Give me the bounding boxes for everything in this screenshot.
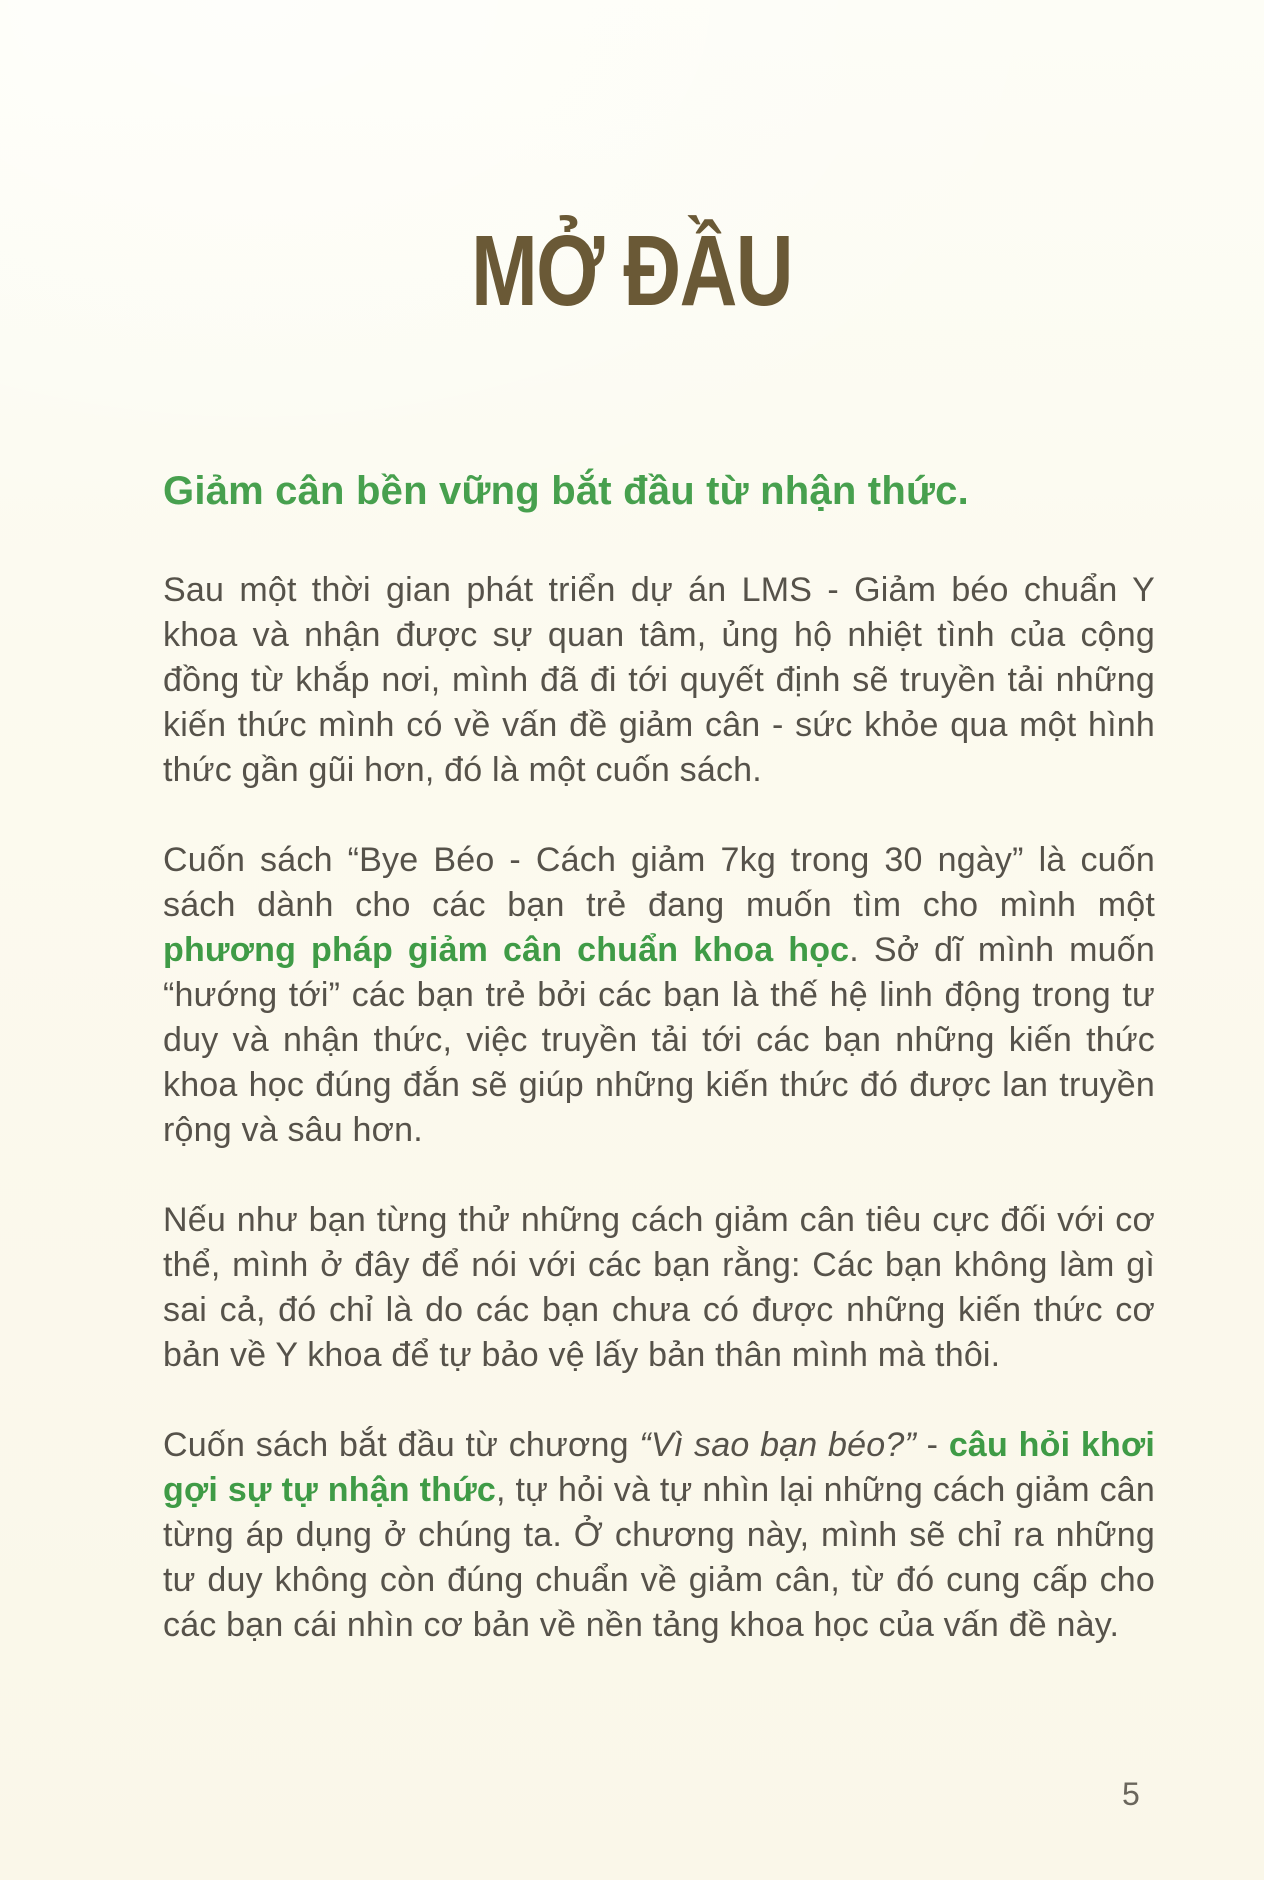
paragraph-text: - (916, 1426, 949, 1464)
paragraph-text: Cuốn sách bắt đầu từ chương (163, 1426, 640, 1464)
body-paragraph-1 (163, 568, 1155, 793)
paragraph-text: Nếu như bạn từng thử những cách giảm cân tiêu cực đối với cơ thể, mình ở đây để nói với các bạn rằng: Các bạn không làm gì sai cả, đó chỉ là do các bạn chưa có được những kiến thức cơ bản về Y khoa để tự bảo vệ lấy bản thân mình mà thôi. (163, 1201, 1155, 1374)
highlight-text: phương pháp giảm cân chuẩn khoa học (163, 931, 850, 969)
italic-chapter-reference: “Vì sao bạn béo?” (639, 1426, 917, 1464)
section-heading: Giảm cân bền vững bắt đầu từ nhận thức. (163, 469, 969, 513)
page-number: 5 (1122, 1776, 1140, 1812)
paragraph-text: Sau một thời gian phát triển dự án LMS - Giảm béo chuẩn Y khoa và nhận được sự quan tâm, ủng hộ nhiệt tình của cộng đồng từ khắp nơi, mình đã đi tới quyết định sẽ truyền tải những kiến thức mình có về vấn đề giảm cân - sức khỏe qua một hình thức gần gũi hơn, đó là một cuốn sách. (163, 571, 1155, 789)
body-paragraph-2 (163, 838, 1155, 1153)
body-paragraph-3 (163, 1198, 1155, 1378)
body-paragraph-4 (163, 1423, 1155, 1648)
paragraph-text: Cuốn sách “Bye Béo - Cách giảm 7kg trong 30 ngày” là cuốn sách dành cho các bạn trẻ đang muốn tìm cho mình một (163, 841, 1155, 924)
paragraph-text: . Sở dĩ mình muốn “hướng tới” các bạn trẻ bởi các bạn là thế hệ linh động trong tư duy và nhận thức, việc truyền tải tới các bạn những kiến thức khoa học đúng đắn sẽ giúp những kiến thức đó được lan truyền rộng và sâu hơn. (163, 931, 1155, 1149)
body-text-block (163, 568, 1155, 1648)
highlight-text: câu hỏi khơi gợi sự tự nhận thức (163, 1426, 1155, 1509)
chapter-title: MỞ ĐẦU (471, 215, 793, 327)
chapter-title-row (0, 215, 1264, 327)
paragraph-text: , tự hỏi và tự nhìn lại những cách giảm cân từng áp dụng ở chúng ta. Ở chương này, mình sẽ chỉ ra những tư duy không còn đúng chuẩn về giảm cân, từ đó cung cấp cho các bạn cái nhìn cơ bản về nền tảng khoa học của vấn đề này. (163, 1471, 1156, 1644)
